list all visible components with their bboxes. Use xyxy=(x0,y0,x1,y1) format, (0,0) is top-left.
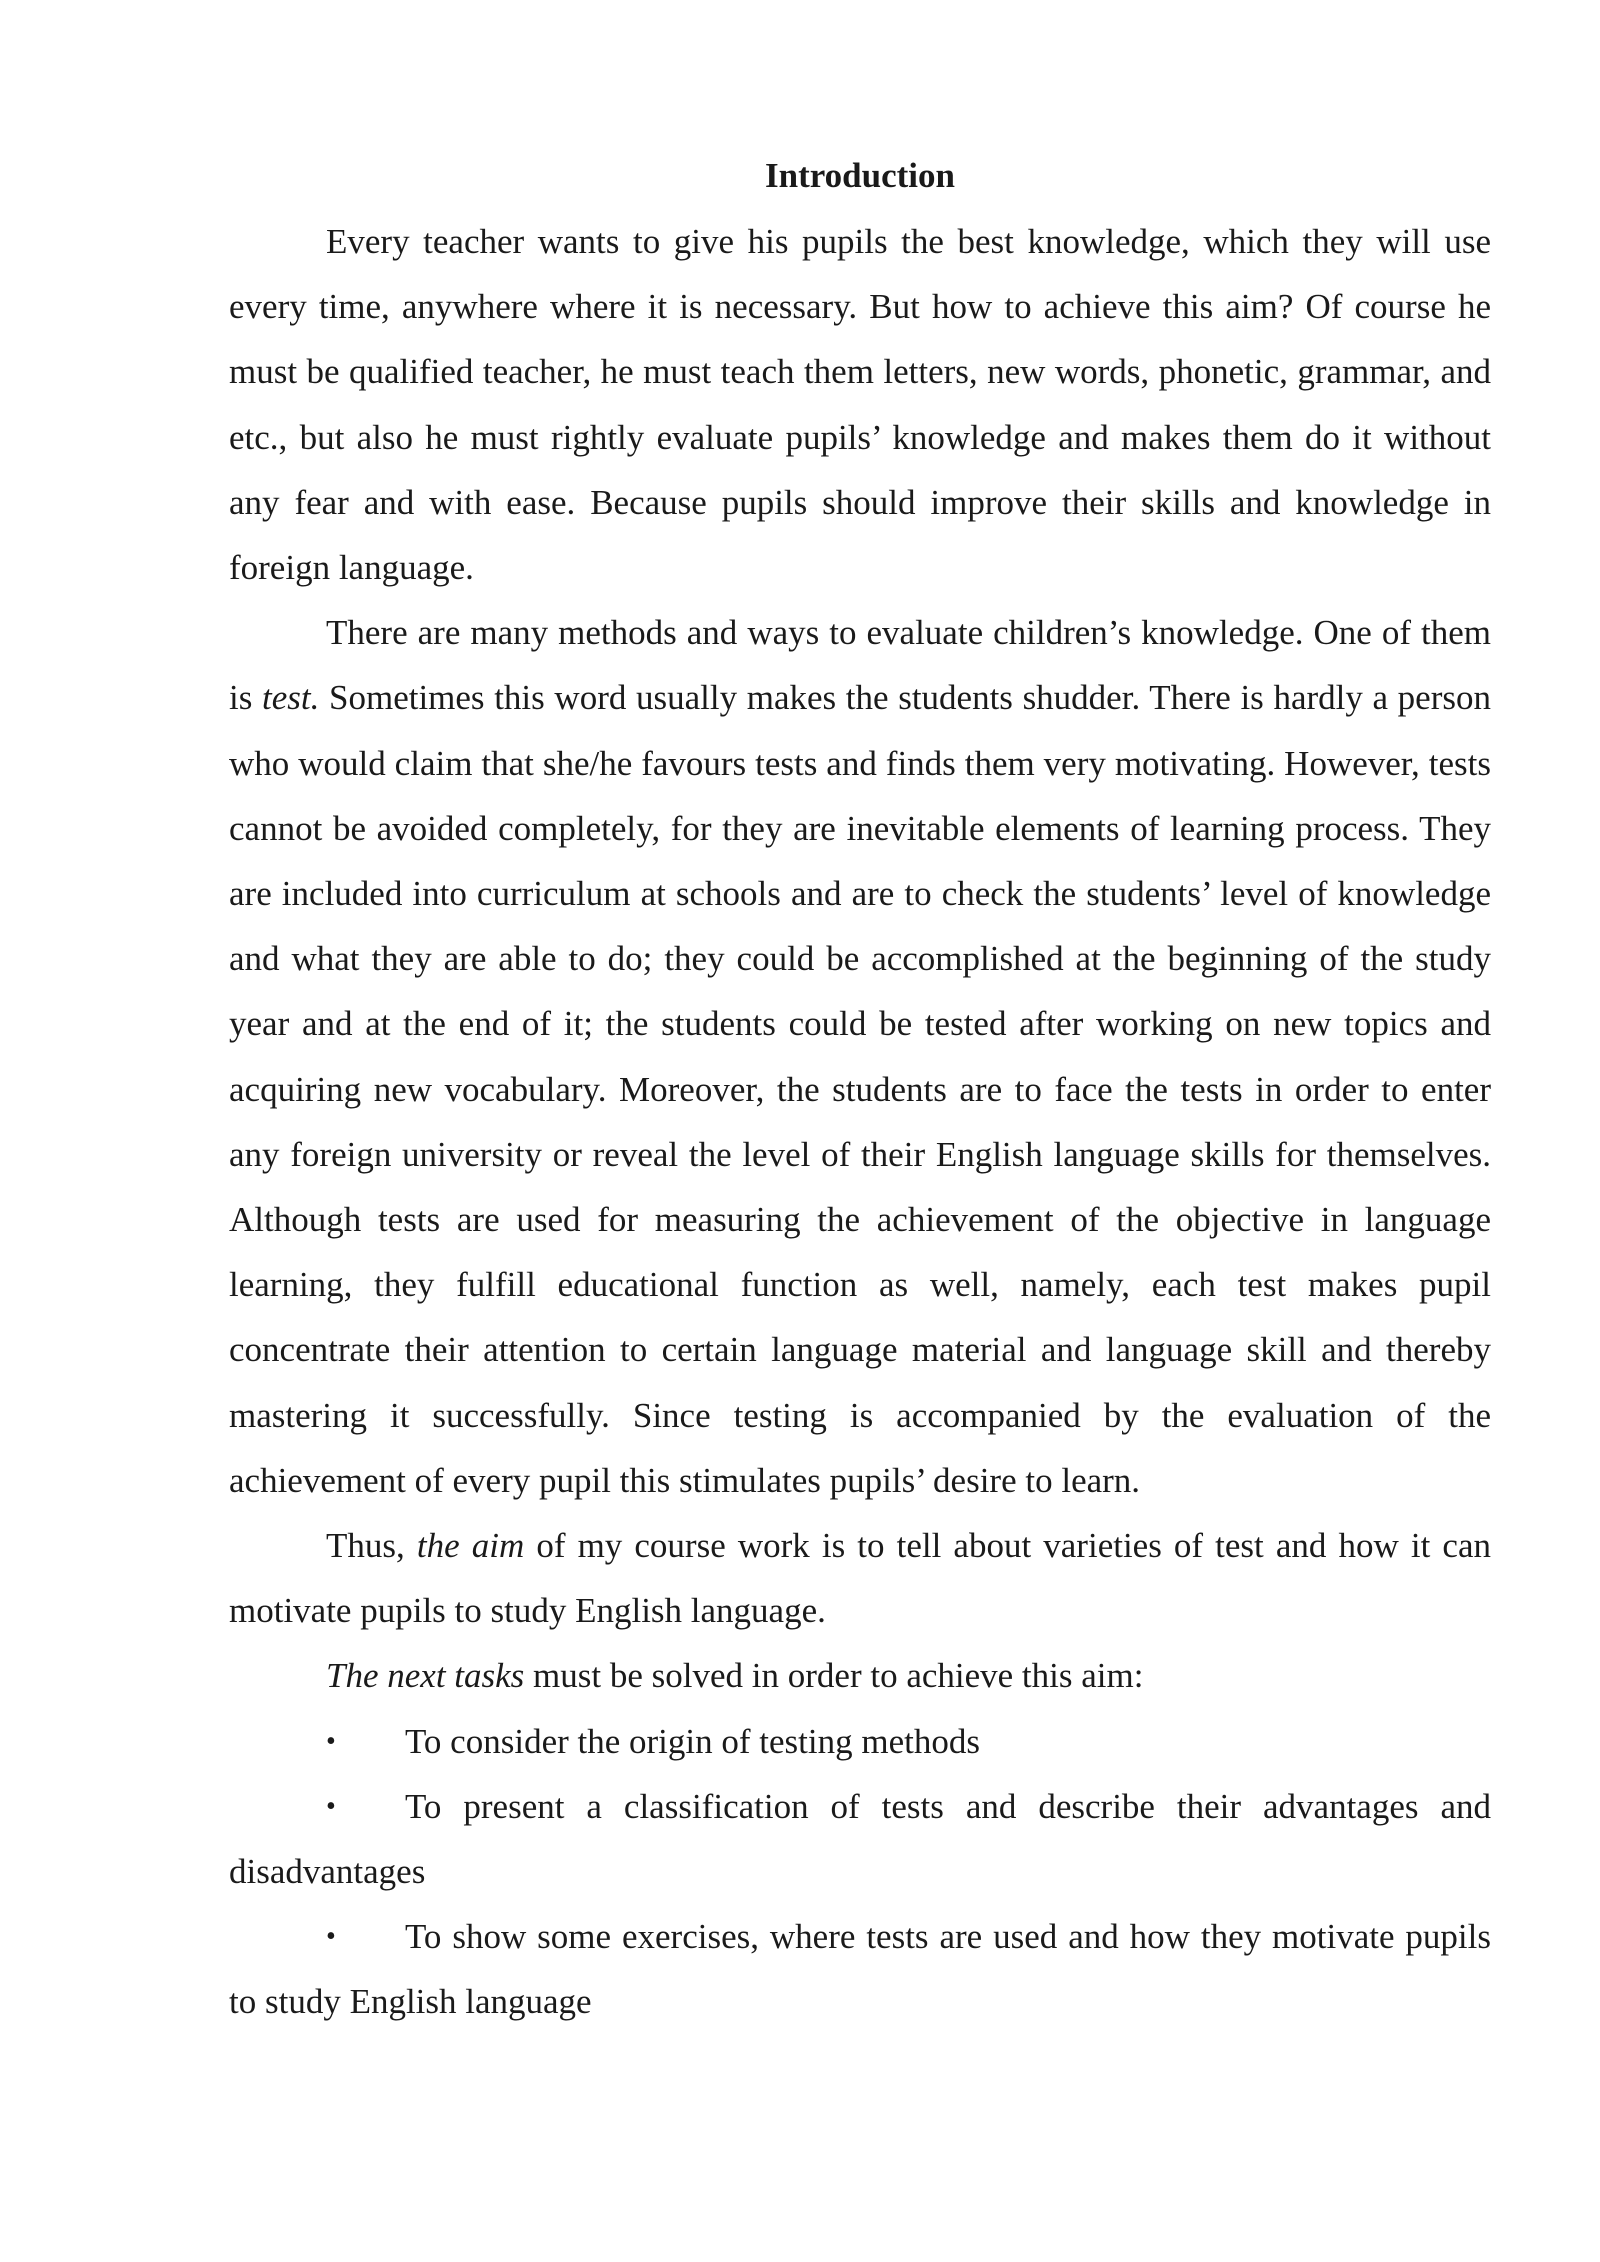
paragraph-3-text-b: of my course work is to tell about varieties of test and how it can motivate pupils to study English language. xyxy=(229,1526,1491,1631)
list-item-text: To show some exercises, where tests are used and how they motivate pupils to study English language xyxy=(229,1917,1491,2022)
document-page xyxy=(229,150,1491,2035)
paragraph-3 xyxy=(229,1513,1491,1643)
paragraph-4-emphasis: The next tasks xyxy=(326,1656,525,1696)
list-item xyxy=(229,1904,1491,2034)
paragraph-2-text-b: Sometimes this word usually makes the students shudder. There is hardly a person who would claim that she/he favours tests and finds them very motivating. However, tests cannot be avoided completely, for they are inevitable elements of learning process. They are included into curriculum at schools and are to check the students’ level of knowledge and what they are able to do; they could be accomplished at the beginning of the study year and at the end of it; the students could be tested after working on new topics and acquiring new vocabulary. Moreover, the students are to face the tests in order to enter any foreign university or reveal the level of their English language skills for themselves. Although tests are used for measuring the achievement of the objective in language learning, they fulfill educational function as well, namely, each test makes pupil concentrate their attention to certain language material and language skill and thereby mastering it successfully. Since testing is accompanied by the evaluation of the achievement of every pupil this stimulates pupils’ desire to learn. xyxy=(229,678,1491,1500)
paragraph-4 xyxy=(229,1643,1491,1708)
list-item-text: To consider the origin of testing methods xyxy=(405,1721,980,1761)
bullet-icon: • xyxy=(326,1921,336,1953)
paragraph-2-text-a: There are many methods and ways to evaluate children’s knowledge. One of them is xyxy=(229,613,1491,718)
paragraph-2 xyxy=(229,600,1491,1513)
paragraph-1: Every teacher wants to give his pupils the best knowledge, which they will use every time, anywhere where it is necessary. But how to achieve this aim? Of course he must be qualified teacher, he must teach them letters, new words, phonetic, grammar, and etc., but also he must rightly evaluate pupils’ knowledge and makes them do it without any fear and with ease. Because pupils should improve their skills and knowledge in foreign language. xyxy=(229,222,1491,588)
paragraph-3-emphasis: the aim xyxy=(416,1526,525,1566)
list-item xyxy=(229,1774,1491,1904)
list-item-text: To present a classification of tests and describe their advantages and disadvantages xyxy=(229,1786,1491,1892)
paragraph-3-text-a: Thus, xyxy=(326,1526,417,1566)
paragraph-4-text: must be solved in order to achieve this aim: xyxy=(524,1656,1144,1696)
bullet-icon: • xyxy=(326,1725,336,1757)
page-title: Introduction xyxy=(765,156,955,195)
list-item xyxy=(229,1709,1491,1774)
paragraph-2-emphasis: test. xyxy=(262,678,320,718)
bullet-icon: • xyxy=(326,1790,336,1822)
